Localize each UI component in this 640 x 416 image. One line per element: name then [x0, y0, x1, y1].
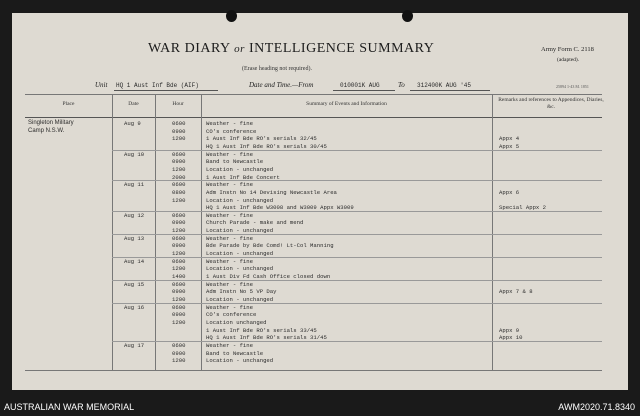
to-underline — [410, 90, 490, 91]
date-separator-rule — [112, 150, 602, 151]
row-hour: 0900 — [172, 242, 186, 250]
row-hour: 1200 — [172, 196, 186, 204]
row-summary: 1 Aust Inf Bde RO's serials 33/45 — [206, 326, 317, 334]
row-summary: Weather - fine — [206, 211, 253, 219]
row-hour: 1200 — [172, 135, 186, 143]
row-summary: Weather - fine — [206, 120, 253, 127]
row-summary: Location - unchanged — [206, 227, 274, 235]
document-title: WAR DIARY or INTELLIGENCE SUMMARY — [148, 41, 435, 56]
row-summary: HQ 1 Aust Inf Bde W3008 and W3009 Appx W3009 — [206, 204, 354, 212]
footer-accession: AWM2020.71.8340 — [558, 402, 635, 412]
col-header-summary: Summary of Events and Information — [306, 101, 387, 107]
row-hour: 0900 — [172, 349, 186, 357]
row-hour: 0600 — [172, 303, 186, 311]
row-hour: 0900 — [172, 219, 186, 227]
row-summary: Location - unchanged — [206, 250, 274, 258]
row-summary: Band to Newcastle — [206, 349, 264, 357]
from-value: 010001K AUG — [340, 82, 380, 89]
form-adapted: (adapted). — [557, 57, 580, 63]
row-hour: 0900 — [172, 288, 186, 296]
row-summary: Adm Instn No 14 Devising Newcastle Area — [206, 188, 337, 196]
date-separator-rule — [112, 280, 602, 281]
row-hour: 1200 — [172, 318, 186, 326]
row-remarks: Appx 4 — [499, 135, 520, 143]
row-summary: Location - unchanged — [206, 165, 274, 173]
row-remarks: Special Appx 2 — [499, 204, 546, 212]
from-underline — [333, 90, 395, 91]
row-summary: HQ 1 Aust Inf Bde RO's serials 30/45 — [206, 142, 327, 150]
unit-value: HQ 1 Aust Inf Bde (AIF) — [116, 82, 199, 89]
row-date: Aug 13 — [124, 234, 145, 242]
col-header-place: Place — [62, 101, 75, 107]
row-date: Aug 16 — [124, 303, 145, 311]
print-code: 25894 1-43 M. 1851 — [556, 84, 589, 89]
row-summary: Location - unchanged — [206, 265, 274, 273]
col-header-hour: Hour — [172, 101, 184, 107]
col-divider-summary — [492, 94, 493, 370]
row-summary: Weather - fine — [206, 150, 253, 158]
subtitle-note: (Erase heading not required). — [242, 66, 312, 72]
row-hour: 0900 — [172, 127, 186, 135]
col-header-date: Date — [128, 101, 139, 107]
row-date: Aug 14 — [124, 257, 145, 265]
table-bottom-rule — [25, 370, 602, 371]
row-hour: 0600 — [172, 120, 186, 127]
row-remarks: Appx 7 & 8 — [499, 288, 533, 296]
row-summary: CO's conference — [206, 127, 257, 135]
row-hour: 0900 — [172, 158, 186, 166]
row-remarks: Appx 9 — [499, 326, 520, 334]
date-separator-rule — [112, 303, 602, 304]
row-remarks: Appx 6 — [499, 188, 520, 196]
row-hour: 0600 — [172, 257, 186, 265]
row-hour: 0600 — [172, 181, 186, 189]
row-summary: CO's conference — [206, 311, 257, 319]
row-date: Aug 11 — [124, 181, 145, 189]
date-separator-rule — [112, 234, 602, 235]
date-separator-rule — [112, 341, 602, 342]
row-summary: HQ 1 Aust Inf Bde RO's serials 31/45 — [206, 334, 327, 342]
row-hour: 1200 — [172, 165, 186, 173]
row-summary: Band to Newcastle — [206, 158, 264, 166]
row-summary: 1 Aust Inf Bde Concert — [206, 173, 280, 181]
row-date: Aug 12 — [124, 211, 145, 219]
row-hour: 1200 — [172, 295, 186, 303]
col-header-remarks: Remarks and references to Appendices, Diaries, &c. — [498, 97, 604, 110]
row-hour: 1200 — [172, 357, 186, 365]
to-value: 312400K AUG '45 — [417, 82, 472, 89]
row-summary: Weather - fine — [206, 280, 253, 288]
punch-hole-right — [402, 10, 413, 22]
row-summary: Location - unchanged — [206, 295, 274, 303]
date-label: Date and Time.—From — [249, 81, 314, 89]
row-hour: 1200 — [172, 227, 186, 235]
row-summary: Location - unchanged — [206, 196, 274, 204]
row-summary: Bde Parade by Bde Comd! Lt-Col Manning — [206, 242, 334, 250]
footer-credit: AUSTRALIAN WAR MEMORIAL — [4, 402, 135, 412]
row-hour: 0600 — [172, 234, 186, 242]
row-hour: 2000 — [172, 173, 186, 181]
row-summary: Location - unchanged — [206, 357, 274, 365]
row-hour: 0600 — [172, 280, 186, 288]
row-hour: 1200 — [172, 250, 186, 258]
col-divider-place — [112, 94, 113, 370]
row-place: Camp N.S.W. — [28, 127, 65, 134]
row-hour: 0600 — [172, 211, 186, 219]
row-date: Aug 9 — [124, 120, 141, 127]
row-summary: Church Parade - make and mend — [206, 219, 304, 227]
row-date: Aug 10 — [124, 150, 145, 158]
row-date: Aug 15 — [124, 280, 145, 288]
row-summary: 1 Aust Inf Bde RO's serials 32/45 — [206, 135, 317, 143]
row-summary: Weather - fine — [206, 181, 253, 189]
row-hour: 0800 — [172, 188, 186, 196]
date-separator-rule — [112, 211, 602, 212]
row-summary: Weather - fine — [206, 234, 253, 242]
row-summary: Weather - fine — [206, 303, 253, 311]
row-remarks: Appx 10 — [499, 334, 523, 342]
date-separator-rule — [112, 257, 602, 258]
unit-underline — [114, 90, 218, 91]
row-summary: 1 Aust Div Fd Cash Office closed down — [206, 273, 331, 280]
row-hour: 0600 — [172, 341, 186, 349]
unit-label: Unit — [95, 81, 108, 89]
row-date: Aug 17 — [124, 341, 145, 349]
date-separator-rule — [112, 180, 602, 181]
col-divider-date — [155, 94, 156, 370]
row-summary: Adm Instn No 5 VP Day — [206, 288, 277, 296]
col-divider-hour — [201, 94, 202, 370]
row-place: Singleton Military — [28, 120, 74, 126]
row-hour: 0900 — [172, 311, 186, 319]
form-number: Army Form C. 2118 — [541, 46, 594, 53]
row-hour: 0600 — [172, 150, 186, 158]
row-hour: 1200 — [172, 265, 186, 273]
row-hour: 1400 — [172, 273, 186, 280]
row-summary: Weather - fine — [206, 341, 253, 349]
row-summary: Location unchanged — [206, 318, 267, 326]
to-label: To — [398, 81, 405, 89]
row-remarks: Appx 5 — [499, 142, 520, 150]
punch-hole-left — [226, 10, 237, 22]
row-summary: Weather - fine — [206, 257, 253, 265]
